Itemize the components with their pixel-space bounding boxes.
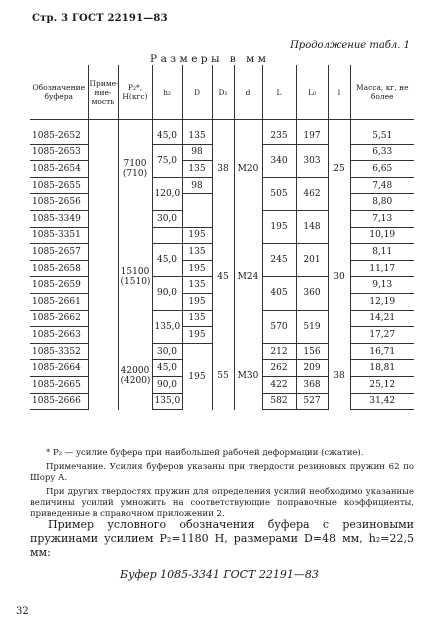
cell-code: 1085-2663 [30, 327, 88, 344]
cell-L0: 462 [296, 177, 328, 210]
cell-D: 135 [182, 277, 212, 294]
cell-L: 262 [262, 360, 296, 377]
col-header-applicability: Приме-ние-мость [88, 65, 118, 120]
cell-D: 195 [182, 227, 212, 244]
example-text: Пример условного обозначения буфера с резиновыми пружинами усилием P₂=1180 Н, размерами D=48 мм, h₂=22,5 мм: [30, 518, 414, 559]
cell-mass: 6,65 [350, 161, 414, 178]
cell-applicability [88, 128, 118, 210]
cell-L: 340 [262, 144, 296, 177]
col-header-mass: Масса, кг, не более [350, 65, 414, 120]
cell-L0: 527 [296, 393, 328, 410]
cell-h2: 120,0 [152, 177, 182, 210]
cell-mass: 16,71 [350, 343, 414, 360]
cell-mass: 7,13 [350, 210, 414, 227]
cell-p2: 15100 (1510) [118, 210, 152, 343]
table-header-row [30, 65, 414, 120]
cell-code: 1085-3351 [30, 227, 88, 244]
cell-h2: 90,0 [152, 376, 182, 393]
cell-mass: 10,19 [350, 227, 414, 244]
cell-L0: 360 [296, 277, 328, 310]
cell-L0: 197 [296, 128, 328, 144]
col-header-D1: D₁ [212, 65, 234, 120]
notes-block [30, 448, 414, 523]
table-row [30, 210, 414, 227]
col-header-code: Обозначение буфера [30, 65, 88, 120]
cell-code: 1085-2661 [30, 293, 88, 310]
cell-h2: 45,0 [152, 128, 182, 144]
units-caption: Размеры в мм [150, 53, 270, 65]
cell-D [182, 194, 212, 227]
cell-mass: 31,42 [350, 393, 414, 410]
col-header-l: l [328, 65, 350, 120]
cell-D1: 38 [212, 128, 234, 210]
col-header-h2: h₂ [152, 65, 182, 120]
cell-code: 1085-3349 [30, 210, 88, 227]
cell-code: 1085-2662 [30, 310, 88, 327]
cell-d: M20 [234, 128, 262, 210]
cell-D: 135 [182, 310, 212, 327]
cell-D: 195 [182, 327, 212, 344]
table-row [30, 343, 414, 360]
cell-mass: 12,19 [350, 293, 414, 310]
cell-code: 1085-2652 [30, 128, 88, 144]
cell-mass: 9,13 [350, 277, 414, 294]
cell-mass: 25,12 [350, 376, 414, 393]
cell-h2: 30,0 [152, 343, 182, 360]
cell-L0: 148 [296, 210, 328, 243]
col-header-D: D [182, 65, 212, 120]
cell-mass: 8,80 [350, 194, 414, 211]
cell-L: 570 [262, 310, 296, 343]
buffer-dimensions-table [30, 65, 414, 410]
cell-mass: 17,27 [350, 327, 414, 344]
cell-D: 135 [182, 161, 212, 178]
cell-p2: 7100 (710) [118, 128, 152, 210]
designation-sample: Буфер 1085-3341 ГОСТ 22191—83 [120, 568, 319, 581]
cell-D: 98 [182, 177, 212, 194]
table-spacer-row [30, 120, 414, 129]
cell-mass: 14,21 [350, 310, 414, 327]
cell-h2: 75,0 [152, 144, 182, 177]
page-number: 32 [16, 606, 29, 617]
cell-D: 98 [182, 144, 212, 161]
cell-code: 1085-2659 [30, 277, 88, 294]
cell-mass: 5,51 [350, 128, 414, 144]
cell-h2: 45,0 [152, 244, 182, 277]
cell-code: 1085-2665 [30, 376, 88, 393]
cell-L: 245 [262, 244, 296, 277]
cell-mass: 8,11 [350, 244, 414, 261]
cell-D: 195 [182, 343, 212, 409]
cell-applicability [88, 210, 118, 343]
col-header-L: L [262, 65, 296, 120]
cell-L: 405 [262, 277, 296, 310]
cell-L0: 519 [296, 310, 328, 343]
cell-l: 38 [328, 343, 350, 409]
table-continuation-label: Продолжение табл. 1 [290, 40, 410, 51]
cell-h2: 135,0 [152, 310, 182, 343]
col-header-L0: L₀ [296, 65, 328, 120]
table-row [30, 128, 414, 144]
cell-code: 1085-2664 [30, 360, 88, 377]
cell-D: 195 [182, 260, 212, 277]
col-header-p2: P₂*, Н(кгс) [118, 65, 152, 120]
cell-d: M24 [234, 210, 262, 343]
cell-D: 135 [182, 128, 212, 144]
cell-p2: 42000 (4200) [118, 343, 152, 409]
cell-L: 505 [262, 177, 296, 210]
cell-L: 195 [262, 210, 296, 243]
cell-mass: 6,33 [350, 144, 414, 161]
cell-code: 1085-3352 [30, 343, 88, 360]
cell-L: 212 [262, 343, 296, 360]
cell-h2: 90,0 [152, 277, 182, 310]
cell-applicability [88, 343, 118, 409]
cell-mass: 11,17 [350, 260, 414, 277]
cell-code: 1085-2653 [30, 144, 88, 161]
cell-h2: 135,0 [152, 393, 182, 410]
cell-h2 [152, 227, 182, 244]
cell-d: M30 [234, 343, 262, 409]
cell-code: 1085-2655 [30, 177, 88, 194]
cell-h2: 30,0 [152, 210, 182, 227]
cell-mass: 7,48 [350, 177, 414, 194]
cell-D1: 45 [212, 210, 234, 343]
cell-L0: 303 [296, 144, 328, 177]
cell-mass: 18,81 [350, 360, 414, 377]
cell-L0: 368 [296, 376, 328, 393]
cell-D: 195 [182, 293, 212, 310]
note-correction: При других твердостях пружин для определения усилий необходимо указанные величины усилий умножить на соответствующие поправочные коэффициенты, приведенные в справочном приложении 2. [30, 487, 414, 519]
cell-h2: 45,0 [152, 360, 182, 377]
col-header-d: d [234, 65, 262, 120]
cell-code: 1085-2656 [30, 194, 88, 211]
cell-code: 1085-2657 [30, 244, 88, 261]
cell-code: 1085-2654 [30, 161, 88, 178]
footnote-p2: * P₂ — усилие буфера при наибольшей рабочей деформации (сжатие). [46, 448, 364, 458]
cell-L0: 156 [296, 343, 328, 360]
cell-code: 1085-2658 [30, 260, 88, 277]
cell-L0: 209 [296, 360, 328, 377]
cell-L: 422 [262, 376, 296, 393]
cell-L0: 201 [296, 244, 328, 277]
note-hardness: Примечание. Усилия буферов указаны при твердости резиновых пружин 62 по Шору А. [30, 462, 414, 483]
cell-D1: 55 [212, 343, 234, 409]
designation-example [30, 518, 414, 560]
cell-l: 30 [328, 210, 350, 343]
page-header: Стр. 3 ГОСТ 22191—83 [32, 13, 168, 24]
cell-D: 135 [182, 244, 212, 261]
cell-L: 582 [262, 393, 296, 410]
cell-l: 25 [328, 128, 350, 210]
cell-L: 235 [262, 128, 296, 144]
cell-code: 1085-2666 [30, 393, 88, 410]
